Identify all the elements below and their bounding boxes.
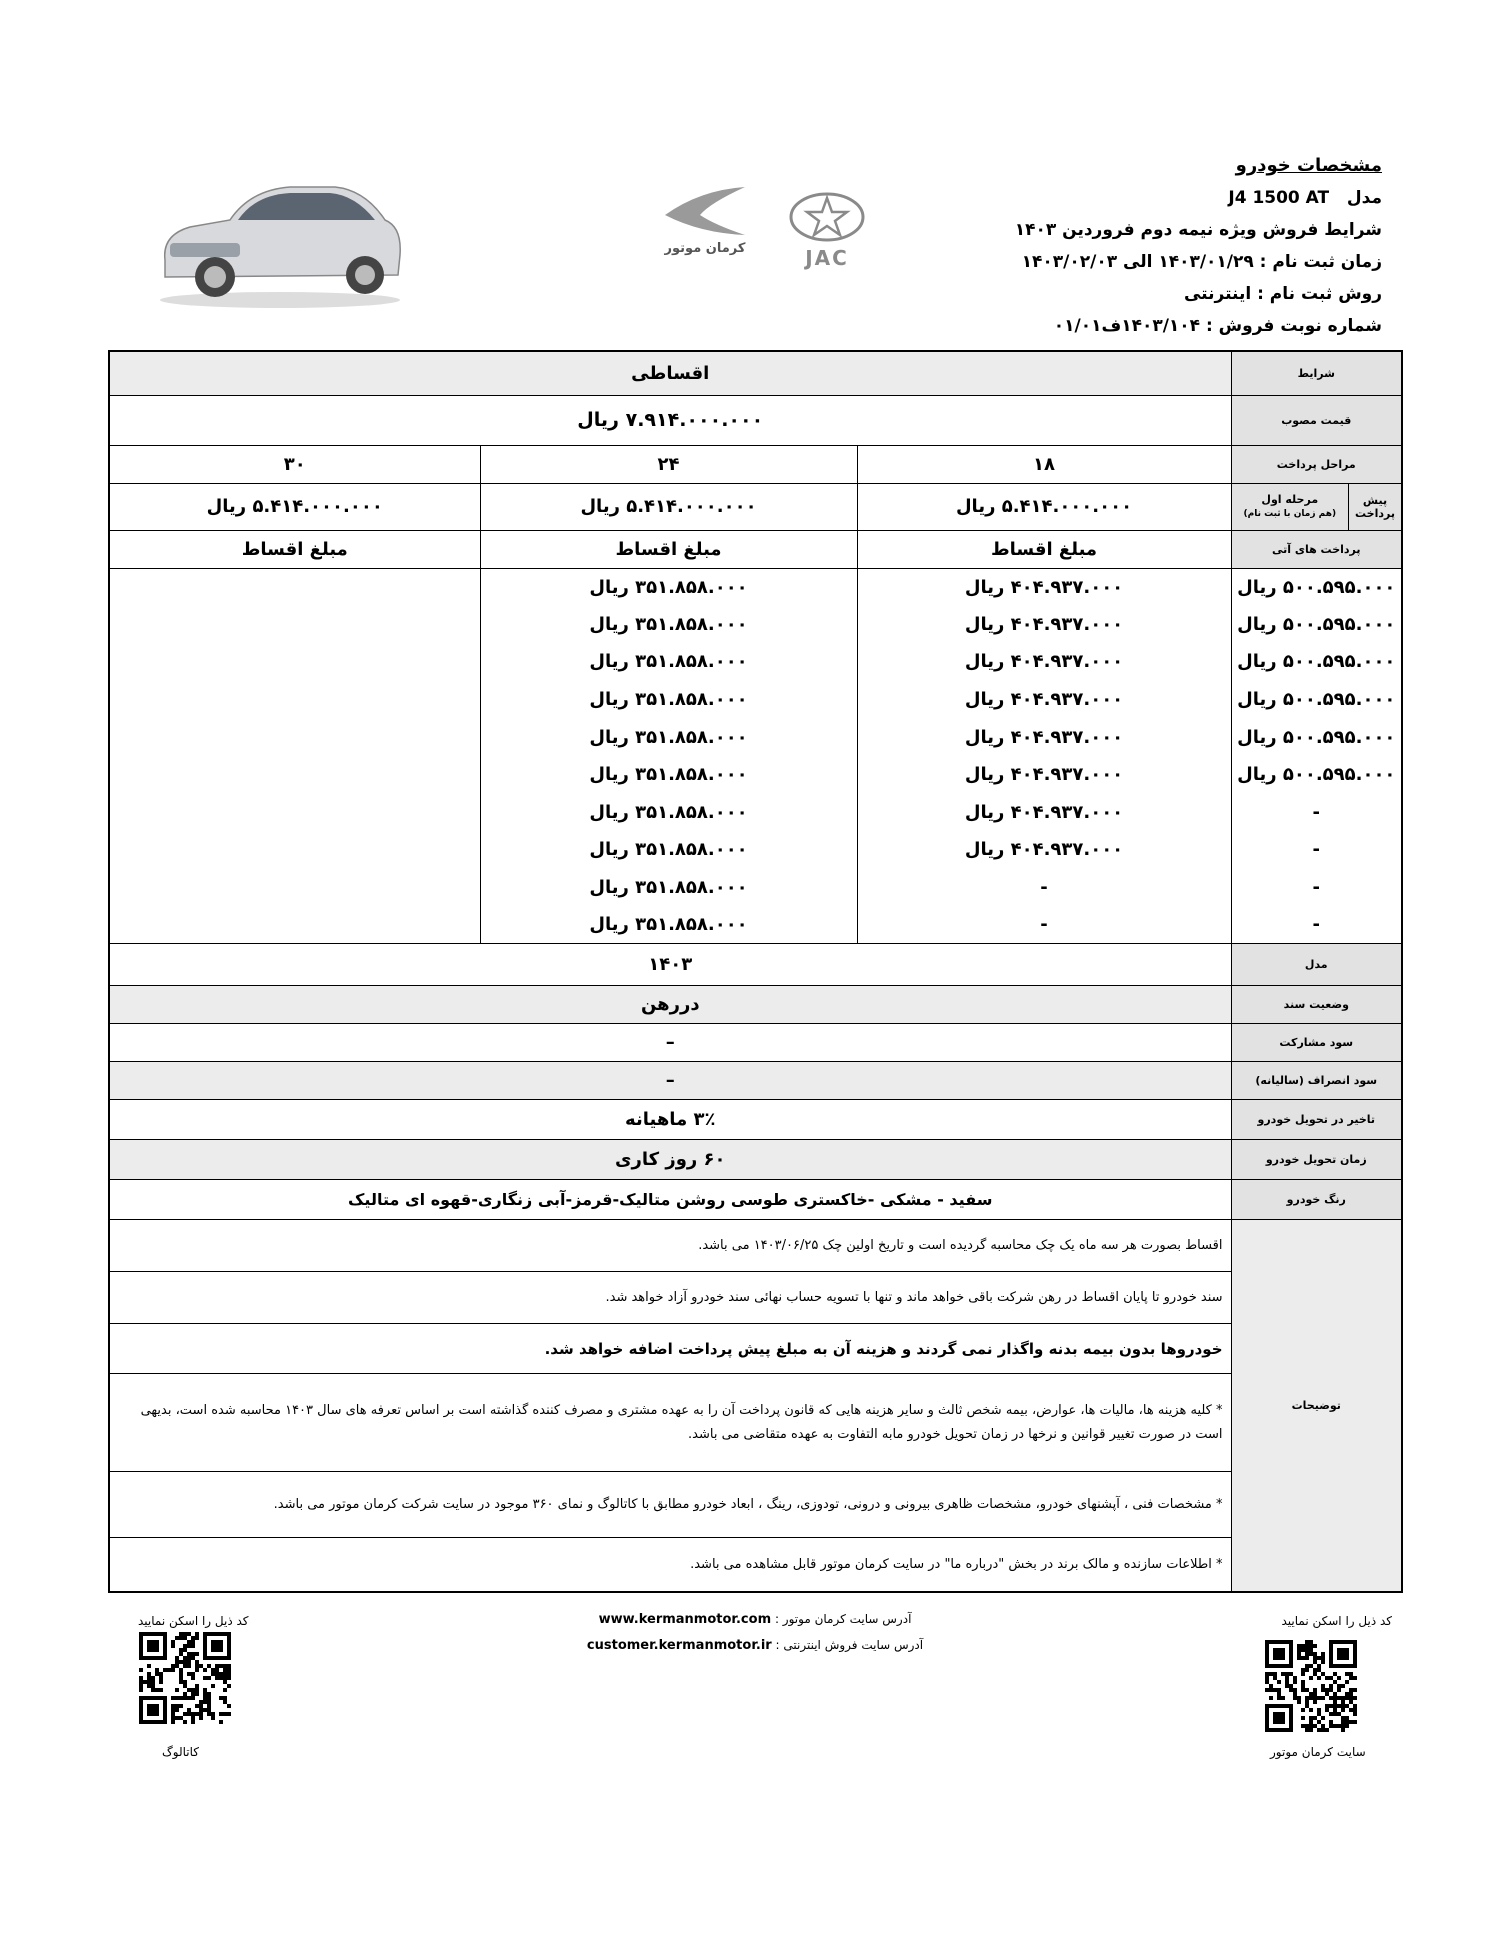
price-value: ۷.۹۱۴.۰۰۰.۰۰۰ ریال — [109, 395, 1231, 445]
installment-header-24: مبلغ اقساط — [480, 530, 857, 568]
prepay-label: پیش پرداخت — [1348, 484, 1401, 530]
installment-cell: ۳۵۱.۸۵۸.۰۰۰ ریال — [480, 756, 857, 794]
installment-cell: ۵۰۰.۵۹۵.۰۰۰ ریال — [1231, 756, 1402, 794]
prepay-18: ۵.۴۱۴.۰۰۰.۰۰۰ ریال — [857, 483, 1231, 530]
note-5: * مشخصات فنی ، آپشنهای خودرو، مشخصات ظاهری بیرونی و درونی، تودوزی، رینگ ، ابعاد خودرو مطابق با کاتالوگ و نمای ۳۶۰ موجود در سایت شرکت کرمان موتور می باشد. — [109, 1472, 1231, 1538]
prepay-stage-label: مرحله اول — [1261, 492, 1319, 506]
note-6: * اطلاعات سازنده و مالک برند در بخش "درباره ما" در سایت کرمان موتور قابل مشاهده می باشد. — [109, 1538, 1231, 1592]
installment-row — [109, 756, 1402, 794]
installment-cell: ۳۵۱.۸۵۸.۰۰۰ ریال — [480, 568, 857, 606]
delay-label: تاخیر در تحویل خودرو — [1231, 1100, 1402, 1140]
site-label: آدرس سایت کرمان موتور : — [774, 1612, 912, 1626]
installment-cell: ۳۵۱.۸۵۸.۰۰۰ ریال — [480, 794, 857, 832]
kerman-logo-text: کرمان موتور — [664, 241, 746, 256]
installment-cell: ۴۰۴.۹۳۷.۰۰۰ ریال — [857, 606, 1231, 644]
installment-cell: - — [1231, 869, 1402, 907]
model-value: J4 1500 AT — [1228, 188, 1330, 208]
online-label: آدرس سایت فروش اینترنتی : — [775, 1638, 924, 1652]
model-year-value: ۱۴۰۳ — [109, 944, 1231, 986]
installment-cell: ۵۰۰.۵۹۵.۰۰۰ ریال — [1231, 681, 1402, 719]
scan-text-left: کد ذیل را اسکن نمایید — [138, 1614, 249, 1628]
installment-cell: ۴۰۴.۹۳۷.۰۰۰ ریال — [857, 794, 1231, 832]
online-address — [540, 1638, 970, 1653]
scan-text-right: کد ذیل را اسکن نمایید — [1281, 1614, 1392, 1628]
cancel-label: سود انصراف (سالیانه) — [1231, 1062, 1402, 1100]
qr-code-catalog[interactable] — [139, 1632, 231, 1724]
partnership-label: سود مشارکت — [1231, 1024, 1402, 1062]
installment-row — [109, 794, 1402, 832]
sale-conditions: شرایط فروش ویژه نیمه دوم فروردین ۱۴۰۳ — [1014, 220, 1382, 240]
prepay-stage-note: (هم زمان با ثبت نام) — [1243, 508, 1337, 519]
installment-row — [109, 681, 1402, 719]
kerman-motor-logo — [650, 185, 760, 275]
installment-cell: ۴۰۴.۹۳۷.۰۰۰ ریال — [857, 681, 1231, 719]
site-address — [540, 1612, 970, 1627]
conditions-value: اقساطی — [109, 351, 1231, 395]
note-1: اقساط بصورت هر سه ماه یک چک محاسبه گردیده است و تاریخ اولین چک ۱۴۰۳/۰۶/۲۵ می باشد. — [109, 1220, 1231, 1272]
installment-row — [109, 831, 1402, 869]
installment-cell: ۴۰۴.۹۳۷.۰۰۰ ریال — [857, 718, 1231, 756]
model-year-label: مدل — [1231, 944, 1402, 986]
note-3: خودروها بدون بیمه بدنه واگذار نمی گردند و هزینه آن به مبلغ پیش پرداخت اضافه خواهد شد. — [109, 1324, 1231, 1374]
notes-label: توضیحات — [1231, 1220, 1402, 1592]
delivery-label: زمان تحویل خودرو — [1231, 1140, 1402, 1180]
installment-cell: - — [857, 906, 1231, 944]
kerman-swoosh-icon — [660, 185, 750, 237]
installment-cell: ۳۵۱.۸۵۸.۰۰۰ ریال — [480, 606, 857, 644]
note-4: * کلیه هزینه ها، مالیات ها، عوارض، بیمه شخص ثالث و سایر هزینه هایی که قانون پرداخت آن را به عهده مشتری و مصرف کننده گذاشته است بر اساس تعرفه های سال ۱۴۰۳ محاسبه شده است، بدیهی است در صورت تغییر قوانین و نرخها در زمان تحویل خودرو مابه التفاوت به عهده متقاضی می باشد. — [109, 1374, 1231, 1472]
future-payments-label: پرداخت های آتی — [1231, 530, 1402, 568]
prepay-label-cell — [1231, 483, 1402, 530]
jac-logo — [772, 192, 882, 272]
installment-cell: ۵۰۰.۵۹۵.۰۰۰ ریال — [1231, 568, 1402, 606]
car-image — [150, 165, 410, 310]
stage-24: ۲۴ — [480, 445, 857, 483]
cancel-value: – — [109, 1062, 1231, 1100]
installment-row — [109, 643, 1402, 681]
sales-conditions-table — [108, 350, 1403, 1593]
prepay-30: ۵.۴۱۴.۰۰۰.۰۰۰ ریال — [109, 483, 480, 530]
installment-cell: - — [1231, 794, 1402, 832]
price-label: قیمت مصوب — [1231, 395, 1402, 445]
color-value: سفید - مشکی -خاکستری طوسی روشن متالیک-قرمز-آبی زنگاری-قهوه ای متالیک — [109, 1180, 1231, 1220]
installment-row — [109, 606, 1402, 644]
jac-star-icon — [787, 192, 867, 242]
note-2: سند خودرو تا پایان اقساط در رهن شرکت باقی خواهد ماند و تنها با تسویه حساب نهائی سند خودرو آزاد خواهد شد. — [109, 1272, 1231, 1324]
installment-cell: ۴۰۴.۹۳۷.۰۰۰ ریال — [857, 831, 1231, 869]
spec-title: مشخصات خودرو — [1235, 155, 1382, 176]
installment-row — [109, 718, 1402, 756]
installment-header-18: مبلغ اقساط — [857, 530, 1231, 568]
installment-cell: - — [1231, 831, 1402, 869]
installment-cell: - — [1231, 906, 1402, 944]
installment-cell: ۴۰۴.۹۳۷.۰۰۰ ریال — [857, 568, 1231, 606]
registration-time: زمان ثبت نام : ۱۴۰۳/۰۱/۲۹ الی ۱۴۰۳/۰۲/۰۳ — [1021, 252, 1382, 272]
online-url[interactable]: customer.kermanmotor.ir — [586, 1638, 772, 1653]
conditions-label: شرایط — [1231, 351, 1402, 395]
installment-cell: ۴۰۴.۹۳۷.۰۰۰ ریال — [857, 756, 1231, 794]
installment-cell: ۳۵۱.۸۵۸.۰۰۰ ریال — [480, 718, 857, 756]
model-label: مدل — [1346, 188, 1382, 208]
installment-row — [109, 906, 1402, 944]
stage-30: ۳۰ — [109, 445, 480, 483]
sale-turn-number: شماره نوبت فروش : ۱۴۰۳/۱۰۴ف۰۱/۰۱ — [1053, 316, 1382, 336]
installment-cell: ۵۰۰.۵۹۵.۰۰۰ ریال — [1231, 606, 1402, 644]
delay-value: ۳٪ ماهیانه — [109, 1100, 1231, 1140]
installment-cell: ۵۰۰.۵۹۵.۰۰۰ ریال — [1231, 643, 1402, 681]
prepay-24: ۵.۴۱۴.۰۰۰.۰۰۰ ریال — [480, 483, 857, 530]
qr-code-website[interactable] — [1265, 1640, 1357, 1732]
stage-18: ۱۸ — [857, 445, 1231, 483]
registration-method: روش ثبت نام : اینترنتی — [1183, 284, 1382, 304]
installment-cell: ۳۵۱.۸۵۸.۰۰۰ ریال — [480, 831, 857, 869]
jac-logo-text: JAC — [805, 246, 849, 270]
doc-status-value: دررهن — [109, 986, 1231, 1024]
installment-cell: ۳۵۱.۸۵۸.۰۰۰ ریال — [480, 681, 857, 719]
partnership-value: – — [109, 1024, 1231, 1062]
installments-body — [109, 568, 1402, 944]
installment-cell: ۳۵۱.۸۵۸.۰۰۰ ریال — [480, 906, 857, 944]
installment-cell: ۳۵۱.۸۵۸.۰۰۰ ریال — [480, 643, 857, 681]
prepay-stage — [1232, 484, 1349, 530]
installment-cell: ۴۰۴.۹۳۷.۰۰۰ ریال — [857, 643, 1231, 681]
doc-status-label: وضعیت سند — [1231, 986, 1402, 1024]
installment-row — [109, 869, 1402, 907]
delivery-value: ۶۰ روز کاری — [109, 1140, 1231, 1180]
installment-cell: ۳۵۱.۸۵۸.۰۰۰ ریال — [480, 869, 857, 907]
qr-right-caption: سایت کرمان موتور — [1270, 1745, 1366, 1759]
stages-label: مراحل پرداخت — [1231, 445, 1402, 483]
qr-left-caption: کاتالوگ — [162, 1745, 199, 1759]
installment-header-30: مبلغ اقساط — [109, 530, 480, 568]
installment-cell: ۵۰۰.۵۹۵.۰۰۰ ریال — [1231, 718, 1402, 756]
installment-row — [109, 568, 1402, 606]
installment-cell: - — [857, 869, 1231, 907]
site-url[interactable]: www.kermanmotor.com — [598, 1612, 772, 1627]
color-label: رنگ خودرو — [1231, 1180, 1402, 1220]
